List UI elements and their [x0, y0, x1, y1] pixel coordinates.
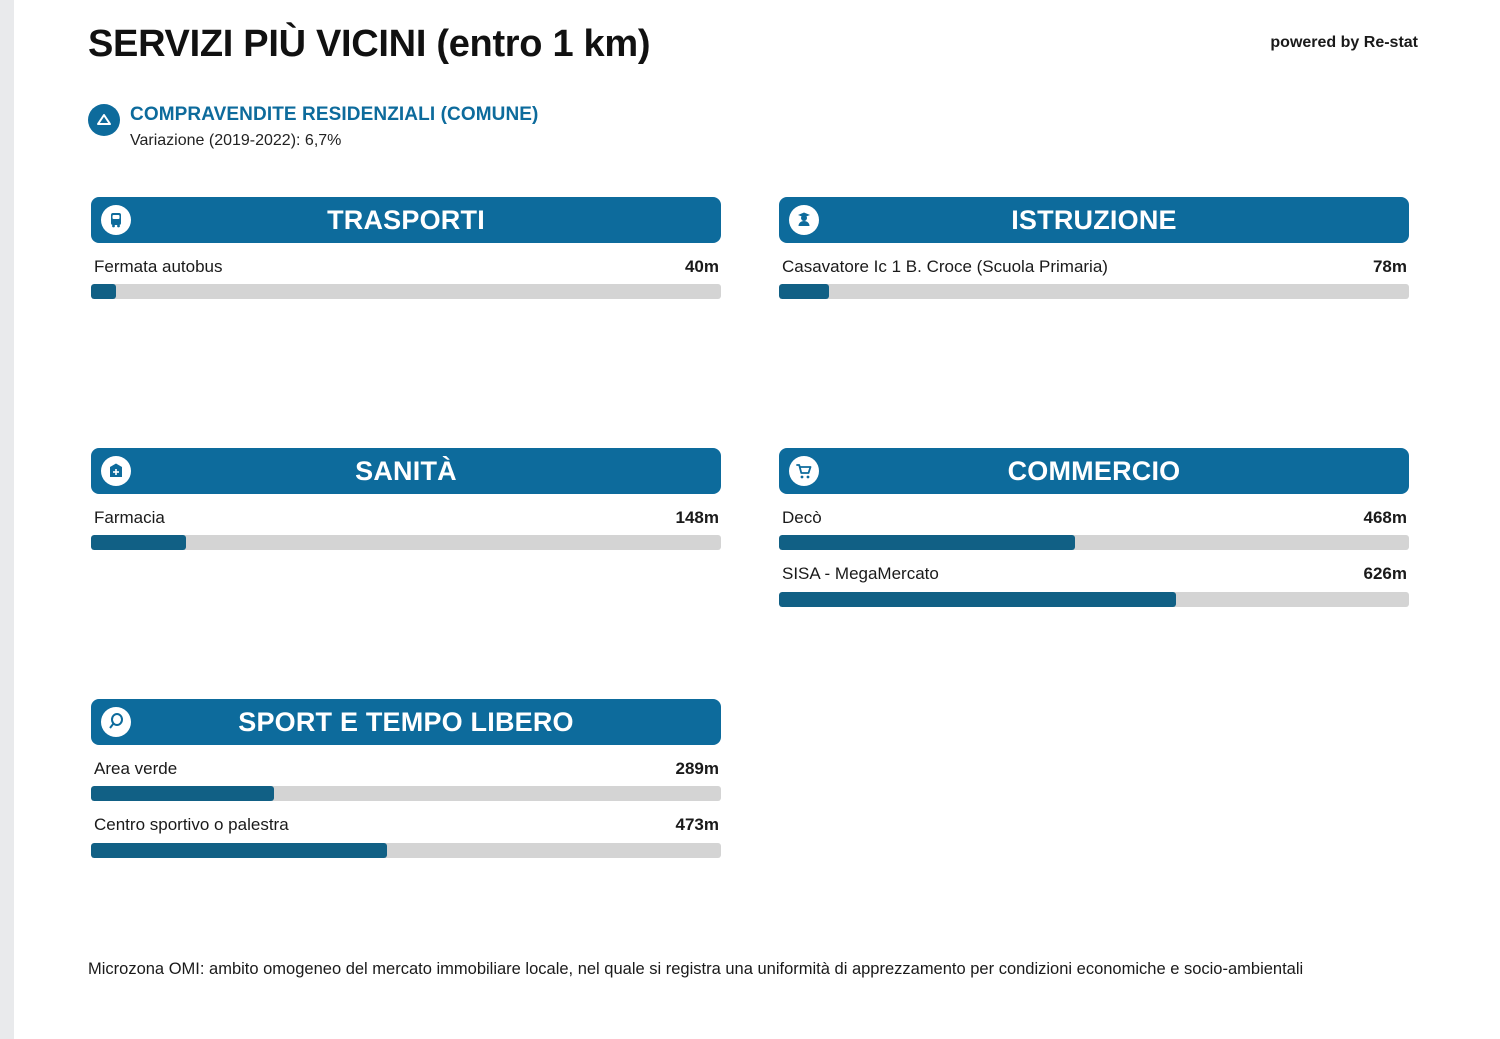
card-header-istruzione — [779, 197, 1409, 243]
item-value: 78m — [1372, 257, 1407, 276]
bus-icon — [101, 205, 131, 235]
triangle-up-icon — [88, 104, 120, 136]
distance-bar-fill — [91, 786, 274, 801]
hospital-icon — [101, 456, 131, 486]
item-value: 626m — [1363, 564, 1407, 584]
item-value: 468m — [1363, 508, 1407, 527]
item-value: 473m — [675, 815, 719, 835]
page-title: SERVIZI PIÙ VICINI (entro 1 km) — [88, 23, 651, 65]
subtitle-secondary: Variazione (2019-2022): 6,7% — [130, 131, 342, 149]
item-label: SISA - MegaMercato — [782, 564, 939, 584]
card-title-sanita: SANITÀ — [355, 455, 457, 486]
page-header — [88, 24, 1418, 66]
subtitle-primary: COMPRAVENDITE RESIDENZIALI (COMUNE) — [130, 104, 539, 125]
card-title-commercio: COMMERCIO — [1007, 455, 1181, 486]
card-title-istruzione: ISTRUZIONE — [1011, 204, 1177, 235]
list-item — [91, 815, 721, 857]
list-item — [91, 508, 721, 550]
item-label: Decò — [782, 508, 822, 527]
distance-bar-track — [91, 284, 721, 299]
item-label: Area verde — [94, 759, 178, 778]
card-header-commercio — [779, 448, 1409, 494]
distance-bar-fill — [91, 535, 186, 550]
distance-bar-track — [91, 786, 721, 801]
item-label: Farmacia — [94, 508, 165, 527]
item-label: Casavatore Ic 1 B. Croce (Scuola Primaria) — [782, 257, 1108, 276]
card-istruzione — [779, 197, 1409, 299]
footnote: Microzona OMI: ambito omogeneo del mercato immobiliare locale, nel quale si registra una uniformità di apprezzamento per condizioni economiche e socio-ambientali — [88, 960, 1304, 978]
card-header-sanita — [91, 448, 721, 494]
list-item — [779, 257, 1409, 299]
racket-icon — [101, 707, 131, 737]
item-label: Centro sportivo o palestra — [94, 815, 289, 835]
distance-bar-fill — [91, 284, 116, 299]
student-icon — [789, 205, 819, 235]
powered-by-label: powered by Re-stat — [1270, 34, 1418, 51]
item-value: 289m — [675, 759, 719, 778]
card-title-trasporti: TRASPORTI — [327, 204, 485, 235]
item-value: 148m — [675, 508, 719, 527]
card-trasporti — [91, 197, 721, 299]
item-value: 40m — [684, 257, 719, 276]
distance-bar-fill — [779, 284, 829, 299]
subtitle-block — [88, 104, 538, 150]
distance-bar-fill — [779, 535, 1075, 550]
list-item — [779, 508, 1409, 550]
card-sport — [91, 699, 721, 858]
list-item — [779, 564, 1409, 606]
list-item — [91, 257, 721, 299]
item-label: Fermata autobus — [94, 257, 223, 276]
distance-bar-fill — [91, 843, 387, 858]
distance-bar-track — [91, 843, 721, 858]
card-commercio — [779, 448, 1409, 607]
distance-bar-fill — [779, 592, 1176, 607]
distance-bar-track — [779, 592, 1409, 607]
list-item — [91, 759, 721, 801]
distance-bar-track — [91, 535, 721, 550]
card-header-sport — [91, 699, 721, 745]
distance-bar-track — [779, 284, 1409, 299]
distance-bar-track — [779, 535, 1409, 550]
shopping-cart-icon — [789, 456, 819, 486]
card-sanita — [91, 448, 721, 550]
card-header-trasporti — [91, 197, 721, 243]
card-title-sport: SPORT E TEMPO LIBERO — [238, 706, 574, 737]
left-margin-strip — [0, 0, 14, 1039]
